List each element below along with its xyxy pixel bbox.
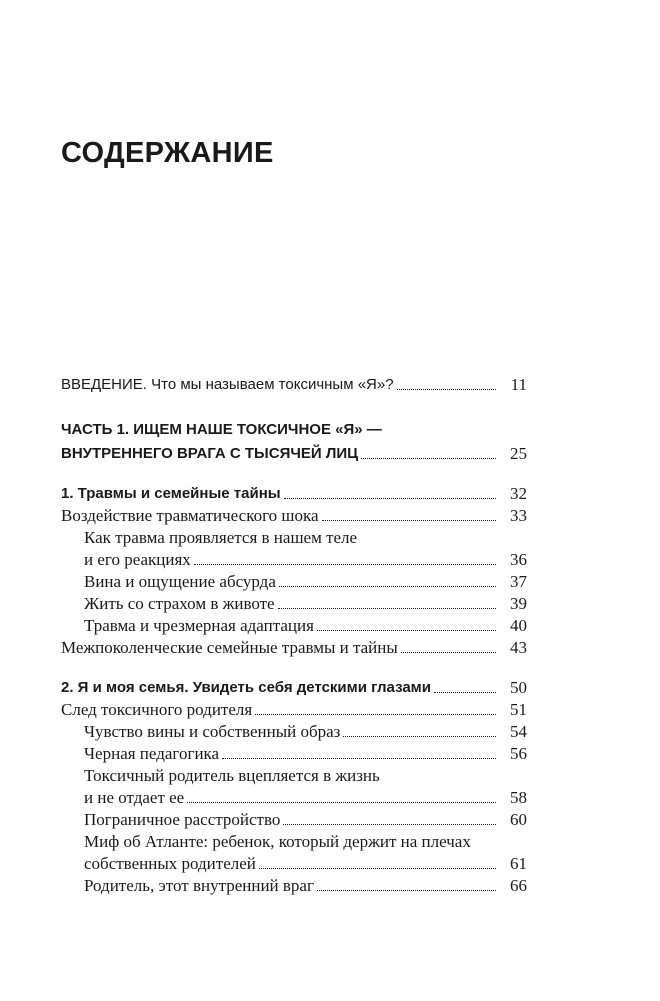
toc-entry-title: Вина и ощущение абсурда	[84, 572, 276, 591]
toc-entry-title: Пограничное расстройство	[84, 810, 281, 829]
toc-entry-title: Межпоколенческие семейные травмы и тайны	[61, 638, 398, 657]
dot-leader	[194, 564, 496, 565]
toc-page-number: 54	[510, 722, 527, 741]
dot-leader	[343, 736, 496, 737]
toc-entry-title: Родитель, этот внутренний враг	[84, 876, 314, 895]
dot-leader	[401, 652, 496, 653]
toc-entry-title: Травма и чрезмерная адаптация	[84, 616, 314, 635]
toc-entry-subsection[interactable]	[84, 590, 527, 614]
dot-leader	[278, 608, 496, 609]
toc-page-number: 50	[510, 678, 527, 697]
toc-entry-title: Чувство вины и собственный образ	[84, 722, 341, 741]
toc-page-number: 25	[510, 444, 527, 463]
toc-entry-title: Воздействие травматического шока	[61, 506, 319, 525]
toc-entry-section[interactable]	[61, 696, 527, 720]
dot-leader	[279, 586, 496, 587]
toc-entry-title: ВНУТРЕННЕГО ВРАГА С ТЫСЯЧЕЙ ЛИЦ	[61, 445, 359, 462]
dot-leader	[317, 890, 496, 891]
toc-page-number: 39	[510, 594, 527, 613]
toc-entry-subsection-cont[interactable]	[84, 850, 527, 874]
toc-entry-chapter-2[interactable]	[61, 674, 527, 698]
toc-entry-title: Миф об Атланте: ребенок, который держит на плечах	[84, 832, 471, 851]
dot-leader	[283, 824, 496, 825]
toc-page-number: 11	[510, 375, 527, 394]
dot-leader	[255, 714, 496, 715]
dot-leader	[259, 868, 496, 869]
toc-page-number: 43	[510, 638, 527, 657]
toc-entry-title: Черная педагогика	[84, 744, 220, 763]
toc-entry-subsection[interactable]	[84, 524, 527, 548]
toc-entry-subsection[interactable]	[84, 762, 527, 786]
toc-entry-subsection-cont[interactable]	[84, 546, 527, 570]
toc-entry-title: ЧАСТЬ 1. ИЩЕМ НАШЕ ТОКСИЧНОЕ «Я» —	[61, 421, 382, 438]
toc-page-number: 36	[510, 550, 527, 569]
toc-page-number: 40	[510, 616, 527, 635]
toc-entry-title: Как травма проявляется в нашем теле	[84, 528, 358, 547]
dot-leader	[361, 458, 496, 459]
toc-page-number: 32	[510, 484, 527, 503]
toc-entry-title: След токсичного родителя	[61, 700, 253, 719]
toc-entry-subsection[interactable]	[84, 806, 527, 830]
dot-leader	[397, 389, 496, 390]
toc-entry-introduction[interactable]	[61, 371, 527, 395]
dot-leader	[284, 498, 496, 499]
toc-entry-title: и не отдает ее	[84, 788, 185, 807]
toc-entry-subsection[interactable]	[84, 740, 527, 764]
toc-page-number: 56	[510, 744, 527, 763]
toc-entry-section[interactable]	[61, 502, 527, 526]
toc-entry-title: собственных родителей	[84, 854, 256, 873]
toc-entry-title: ВВЕДЕНИЕ. Что мы называем токсичным «Я»?	[61, 376, 394, 393]
toc-entry-title: и его реакциях	[84, 550, 191, 569]
dot-leader	[322, 520, 496, 521]
toc-entry-section[interactable]	[61, 634, 527, 658]
toc-page-number: 37	[510, 572, 527, 591]
toc-entry-title: 2. Я и моя семья. Увидеть себя детскими глазами	[61, 679, 431, 696]
toc-entry-subsection[interactable]	[84, 568, 527, 592]
toc-page-number: 58	[510, 788, 527, 807]
dot-leader	[187, 802, 496, 803]
dot-leader	[434, 692, 496, 693]
toc-entry-subsection[interactable]	[84, 828, 527, 852]
dot-leader	[317, 630, 496, 631]
toc-entry-chapter-1[interactable]	[61, 480, 527, 504]
toc-entry-subsection[interactable]	[84, 718, 527, 742]
toc-entry-subsection[interactable]	[84, 612, 527, 636]
toc-page-number: 61	[510, 854, 527, 873]
toc-page-number: 51	[510, 700, 527, 719]
toc-entry-title: Токсичный родитель вцепляется в жизнь	[84, 766, 380, 785]
toc-entry-title: Жить со страхом в животе	[84, 594, 275, 613]
toc-page-number: 66	[510, 876, 527, 895]
toc-entry-part-1[interactable]	[61, 416, 527, 440]
toc-page-number: 60	[510, 810, 527, 829]
toc-entry-title: 1. Травмы и семейные тайны	[61, 485, 281, 502]
toc-page-number: 33	[510, 506, 527, 525]
toc-entry-subsection[interactable]	[84, 872, 527, 896]
toc-entry-subsection-cont[interactable]	[84, 784, 527, 808]
dot-leader	[222, 758, 496, 759]
page-title: СОДЕРЖАНИЕ	[61, 137, 274, 169]
toc-entry-part-1-cont[interactable]	[61, 440, 527, 464]
